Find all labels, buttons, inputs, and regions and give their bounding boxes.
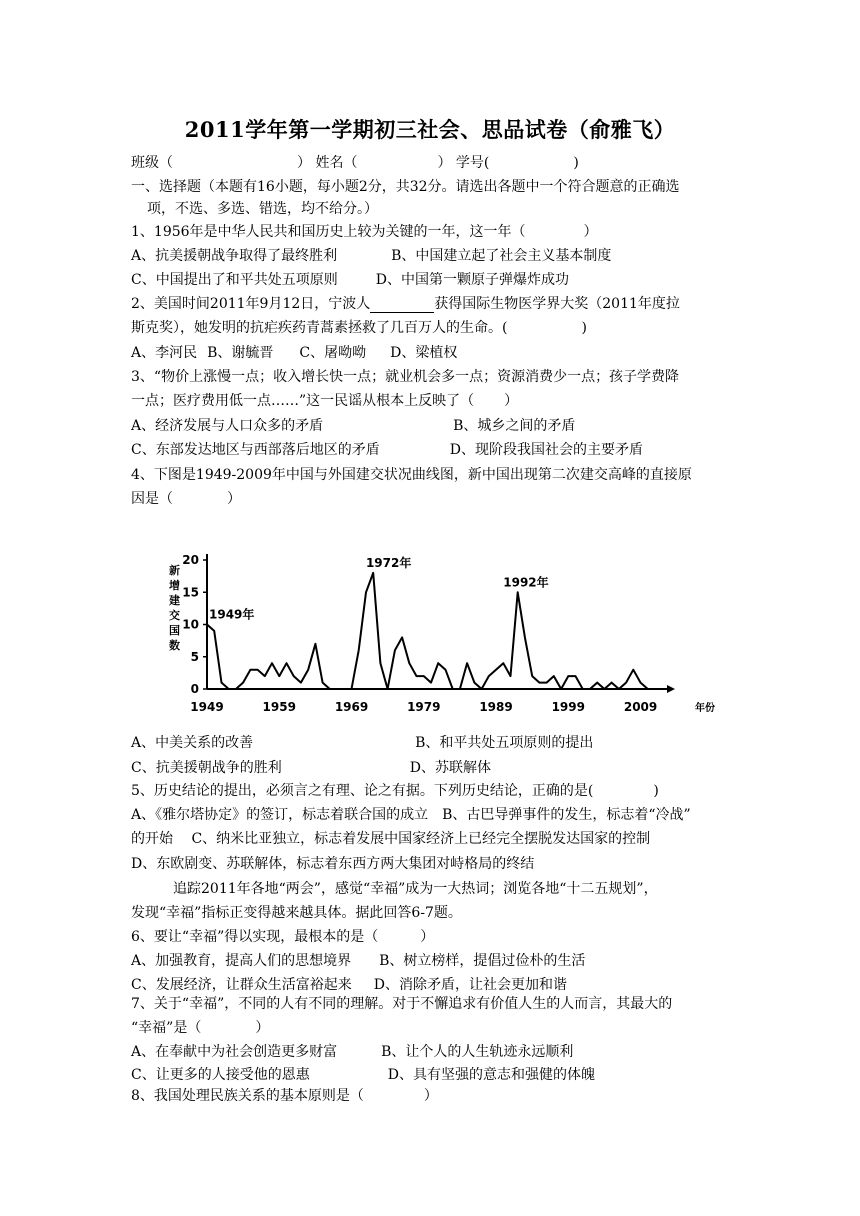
q7-option-b: B、让个人的人生轨迹永远顺利 — [381, 1044, 574, 1060]
q6-option-c: C、发展经济，让群众生活富裕起来 — [131, 977, 352, 993]
y-axis-label-char: 交 — [169, 609, 180, 622]
material-line2: 发现“幸福”指标正变得越来越具体。据此回答6-7题。 — [131, 905, 462, 921]
x-tick-label: 2009 — [623, 700, 658, 714]
q4-option-c: C、抗美援朝战争的胜利 — [131, 760, 282, 776]
q7-stem-row2 — [131, 1019, 269, 1037]
y-tick-label: 0 — [190, 682, 199, 696]
chart-series-line — [207, 573, 648, 689]
q3-option-a: A、经济发展与人口众多的矛盾 — [131, 418, 324, 434]
name-close: ） — [437, 155, 452, 171]
q4-options-cd — [131, 759, 491, 777]
q7-options-cd — [131, 1066, 595, 1084]
q5-stem-row — [131, 782, 659, 800]
q1-stem-row — [131, 223, 598, 241]
y-tick-label: 15 — [182, 585, 199, 600]
q5-option-d: D、东欧剧变、苏联解体，标志着东西方两大集团对峙格局的终结 — [131, 856, 535, 872]
chart-annotations — [209, 555, 549, 622]
q3-stem-line1: 3、“物价上涨慢一点；收入增长快一点；就业机会多一点；资源消费少一点；孩子学费降 — [131, 369, 680, 385]
y-axis-label-char: 数 — [169, 639, 180, 652]
y-axis-label-char: 增 — [169, 579, 180, 592]
q1-options-ab — [131, 247, 611, 265]
y-tick-label: 5 — [190, 649, 199, 664]
q7-close: ） — [255, 1020, 270, 1036]
class-close: ） — [297, 155, 311, 171]
y-tick-label: 20 — [182, 553, 199, 567]
x-tick-label: 1969 — [334, 700, 369, 714]
q7-stem-line1: 7、关于“幸福”，不同的人有不同的理解。对于不懈追求有价值人生的人而言，其最大的 — [131, 996, 673, 1012]
q3-stem2: 一点；医疗费用低一点……”这一民谣从根本上反映了（ — [131, 393, 475, 409]
q3-option-b: B、城乡之间的矛盾 — [453, 418, 576, 434]
student-info-row — [131, 154, 579, 172]
q7-option-d: D、具有坚强的意志和强健的体魄 — [387, 1067, 595, 1083]
x-tick-label: 1949 — [190, 700, 224, 714]
q2-answer-blank — [370, 298, 434, 313]
q6-options-ab — [131, 952, 585, 970]
q8-stem-row — [131, 1087, 438, 1105]
q5-options-ab: A、《雅尔塔协定》的签订，标志着联合国的成立 B、古巴导弹事件的发生，标志着“冷战” — [131, 807, 691, 823]
q2-option-c: C、屠呦呦 — [299, 345, 367, 361]
q3-option-d: D、现阶段我国社会的主要矛盾 — [449, 442, 643, 458]
y-axis-label — [169, 563, 180, 652]
q6-option-a: A、加强教育，提高人们的思想境界 — [131, 953, 352, 969]
y-tick-label: 10 — [182, 617, 199, 632]
q2-options — [131, 344, 457, 362]
annotation-label: 1949年 — [209, 607, 255, 622]
q1-option-c: C、中国提出了和平共处五项原则 — [131, 272, 338, 288]
series-line — [207, 573, 648, 689]
q6-close: ） — [420, 929, 435, 945]
x-axis-label: 年份 — [695, 703, 715, 714]
q7-option-c: C、让更多的人接受他的恩惠 — [131, 1067, 310, 1083]
q4-options-ab — [131, 734, 593, 752]
page-title: 2011学年第一学期初三社会、思品试卷（俞雅飞） — [184, 117, 676, 142]
q7-stem2: “幸福”是（ — [131, 1020, 202, 1036]
x-tick-label: 1959 — [262, 700, 296, 714]
section1-instruction-cont: 项，不选、多选、错选，均不给分。） — [147, 201, 378, 217]
x-tick-label: 1989 — [479, 700, 513, 714]
q1-option-a: A、抗美援朝战争取得了最终胜利 — [131, 248, 338, 264]
q7-options-ab — [131, 1043, 573, 1061]
q2-option-d: D、梁植权 — [390, 345, 458, 361]
x-tick-label: 1999 — [551, 700, 585, 714]
q4-stem2: 因是（ — [131, 491, 173, 507]
x-axis-arrow — [667, 685, 675, 693]
y-axis-label-char: 建 — [169, 594, 180, 607]
q2-stem-row — [131, 295, 680, 313]
q2-option-a: A、李河民 — [131, 345, 198, 361]
q2-option-b: B、谢毓晋 — [207, 345, 274, 361]
class-label: 班级（ — [131, 155, 173, 171]
q1-stem: 1、1956年是中华人民共和国历史上较为关键的一年，这一年（ — [131, 224, 526, 240]
q5-close: ) — [653, 783, 659, 799]
q8-stem: 8、我国处理民族关系的基本原则是（ — [131, 1088, 364, 1104]
annotation-label: 1992年 — [503, 575, 549, 590]
q1-option-d: D、中国第一颗原子弹爆炸成功 — [375, 272, 569, 288]
q2-stem-row2 — [131, 319, 587, 337]
y-axis-label-char: 新 — [169, 564, 180, 577]
material-line1: 追踪2011年各地“两会”，感觉“幸福”成为一大热词；浏览各地“十二五规划”， — [173, 881, 658, 897]
q2-close: ) — [581, 320, 587, 336]
x-tick-label: 1979 — [407, 700, 441, 714]
q1-options-cd — [131, 271, 569, 289]
q2-stem-a: 2、美国时间2011年9月12日，宁波人 — [131, 296, 371, 312]
q5-options-bc: 的开始 C、纳米比亚独立，标志着发展中国家经济上已经完全摆脱发达国家的控制 — [131, 831, 651, 847]
q4-stem-line1: 4、下图是1949-2009年中国与外国建交状况曲线图，新中国出现第二次建交高峰的直接原 — [131, 467, 692, 483]
q2-stem2: 斯克奖），她发明的抗疟疾药青蒿素拯救了几百万人的生命。( — [131, 320, 508, 336]
name-label: 姓名（ — [315, 155, 358, 171]
q8-close: ） — [423, 1088, 438, 1104]
q3-options-cd — [131, 441, 643, 459]
q6-option-d: D、消除矛盾，让社会更加和谐 — [373, 977, 567, 993]
q4-option-b: B、和平共处五项原则的提出 — [415, 735, 594, 751]
q5-stem: 5、历史结论的提出，必须言之有理、论之有据。下列历史结论，正确的是( — [131, 783, 594, 799]
q4-stem-row2 — [131, 490, 241, 508]
diplomatic-relations-chart — [155, 532, 725, 722]
q3-stem-row2 — [131, 392, 518, 410]
q4-option-d: D、苏联解体 — [409, 760, 491, 776]
q4-option-a: A、中美关系的改善 — [131, 735, 254, 751]
q3-option-c: C、东部发达地区与西部落后地区的矛盾 — [131, 442, 380, 458]
q6-stem: 6、要让“幸福”得以实现，最根本的是（ — [131, 929, 379, 945]
annotation-label: 1972年 — [365, 555, 412, 570]
q3-close: ） — [504, 393, 519, 409]
student-id-label: 学号( — [455, 155, 490, 171]
student-id-close: ) — [573, 155, 579, 171]
q6-option-b: B、树立榜样，提倡过俭朴的生活 — [379, 953, 586, 969]
q7-option-a: A、在奉献中为社会创造更多财富 — [131, 1044, 338, 1060]
section1-instruction: 一、选择题（本题有16小题，每小题2分，共32分。请选出各题中一个符合题意的正确选 — [131, 179, 680, 195]
q6-stem-row — [131, 928, 434, 946]
q1-option-b: B、中国建立起了社会主义基本制度 — [391, 248, 612, 264]
q4-close: ） — [227, 491, 241, 507]
q6-options-cd — [131, 976, 567, 994]
q2-stem-b: 获得国际生物医学界大奖（2011年度拉 — [434, 296, 680, 312]
y-axis-label-char: 国 — [169, 624, 180, 637]
q3-options-ab — [131, 417, 575, 435]
q1-close: ） — [583, 224, 598, 240]
